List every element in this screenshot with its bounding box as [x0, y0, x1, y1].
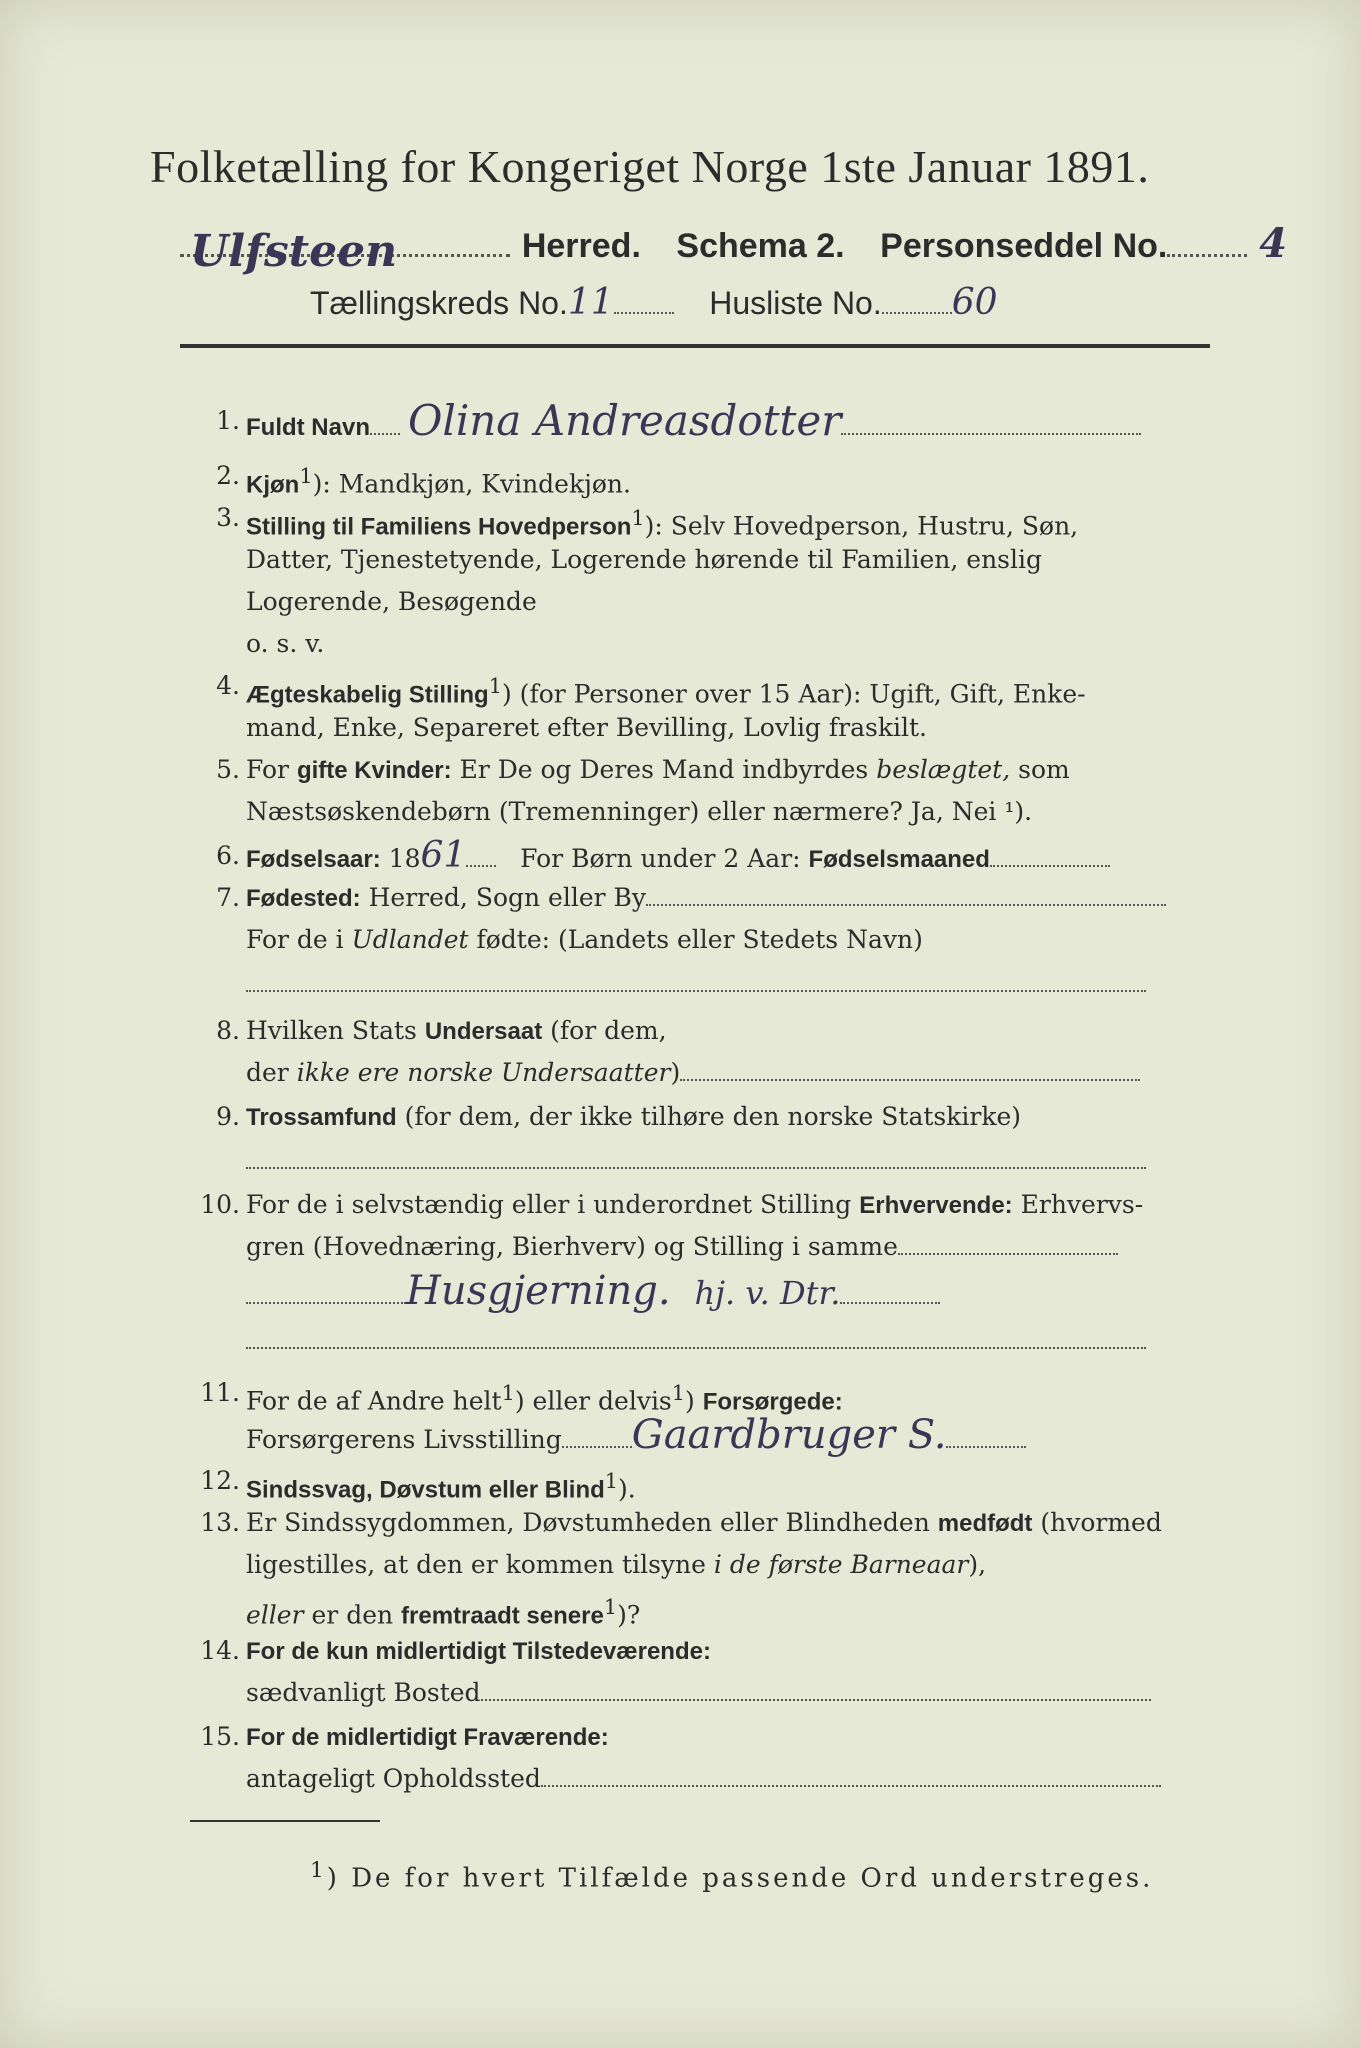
birth-year-answer: 61	[420, 835, 467, 876]
schema-label: Schema 2.	[676, 227, 845, 265]
occupation-note: hj. v. Dtr.	[694, 1274, 841, 1312]
footnote: $^1$) De for hvert Tilfælde passende Ord understreges.	[310, 1858, 1154, 1894]
husliste-label: Husliste No.	[709, 285, 882, 321]
personseddel-number: 4	[1259, 220, 1288, 267]
kreds-line	[310, 282, 998, 323]
personseddel-label: Personseddel No.	[880, 227, 1168, 265]
item-1-name: 1. Fuldt Navn Olina Andreasdotter	[180, 400, 1220, 460]
herred-line	[180, 220, 1288, 277]
occupation-answer: Husgjerning.	[406, 1268, 671, 1314]
herred-handwritten: Ulfsteen	[190, 226, 398, 277]
herred-label: Herred.	[521, 227, 641, 265]
herred-field	[180, 226, 510, 277]
form-title: Folketælling for Kongeriget Norge 1ste Januar 1891.	[150, 141, 1150, 192]
provider-occupation-answer: Gaardbruger S.	[631, 1412, 947, 1458]
census-form-page: Folketælling for Kongeriget Norge 1ste Januar 1891. Ulfsteen Herred. Schema 2. Personseddel No. 4 Tællingskreds No.11 Husliste No. 60 1. Fuldt Navn Olina Andreasdotter 2. Kjøn$^1$): Mandkjøn, Kvindekjøn. 3. Stilling til Familiens Hovedperson$^1$): Selv Hovedperson, Hustru, Søn, Datter, Tjenestetyende, Logerende hørende til Familien, enslig Logerende, Besøgende o. s. v. 4. Ægteskabelig Stilling$^1$) (for Personer over 15 Aar): Ugift, Gift, Enke- mand, Enke, Separeret efter Bevilling, Lovlig fraskilt. 5. For gifte Kvinder: Er De og Deres Mand indbyrdes beslægtet, som Næstsøskendebørn (Tremenninger) eller nærmere? Ja, Nei ¹). 6. Fødselsaar: 1861 For Børn under 2 Aar: Fødselsmaaned 7. Fødested: Herred, Sogn eller By For de i Udlandet fødte: (Landets eller Stedets Navn) 8. Hvilken Stats Undersaat (for dem, der ikke ere norske Undersaatter) 9. Trossamfund (for dem, der ikke tilhøre den norske Statskirke) 10. For de i selvstændig eller i underordnet Stilling Erhvervende: Erhvervs- gren (Hovednæring, Bierhverv) og Stilling i samme Husgjerning. hj. v. Dtr. 11. For de af Andre helt$^1$) eller delvis$^1$) Forsørgede: Forsørgerens Livsstilling Gaardbruger S. 12. Sindssvag, Døvstum eller Blind$^1$). 13. Er Sindssygdommen, Døvstumheden eller Blindheden medfødt (hvormed ligestilles, at den er kommen tilsyne i de første Barneaar), eller er den fremtraadt senere$^1$)? 14. For de kun midlertidigt Tilstedeværende: sædvanligt Bosted 15. For de midlertidigt Fraværende: antageligt Opholdssted $^1$) De for hvert Tilfælde passende Ord understreges.	[0, 0, 1361, 2048]
husliste-number: 60	[951, 282, 998, 323]
header-rule	[180, 344, 1210, 348]
footnote-rule	[190, 1820, 380, 1822]
kreds-label: Tællingskreds No.	[310, 285, 568, 321]
full-name-answer: Olina Andreasdotter	[407, 396, 842, 445]
kreds-number: 11	[567, 282, 614, 323]
